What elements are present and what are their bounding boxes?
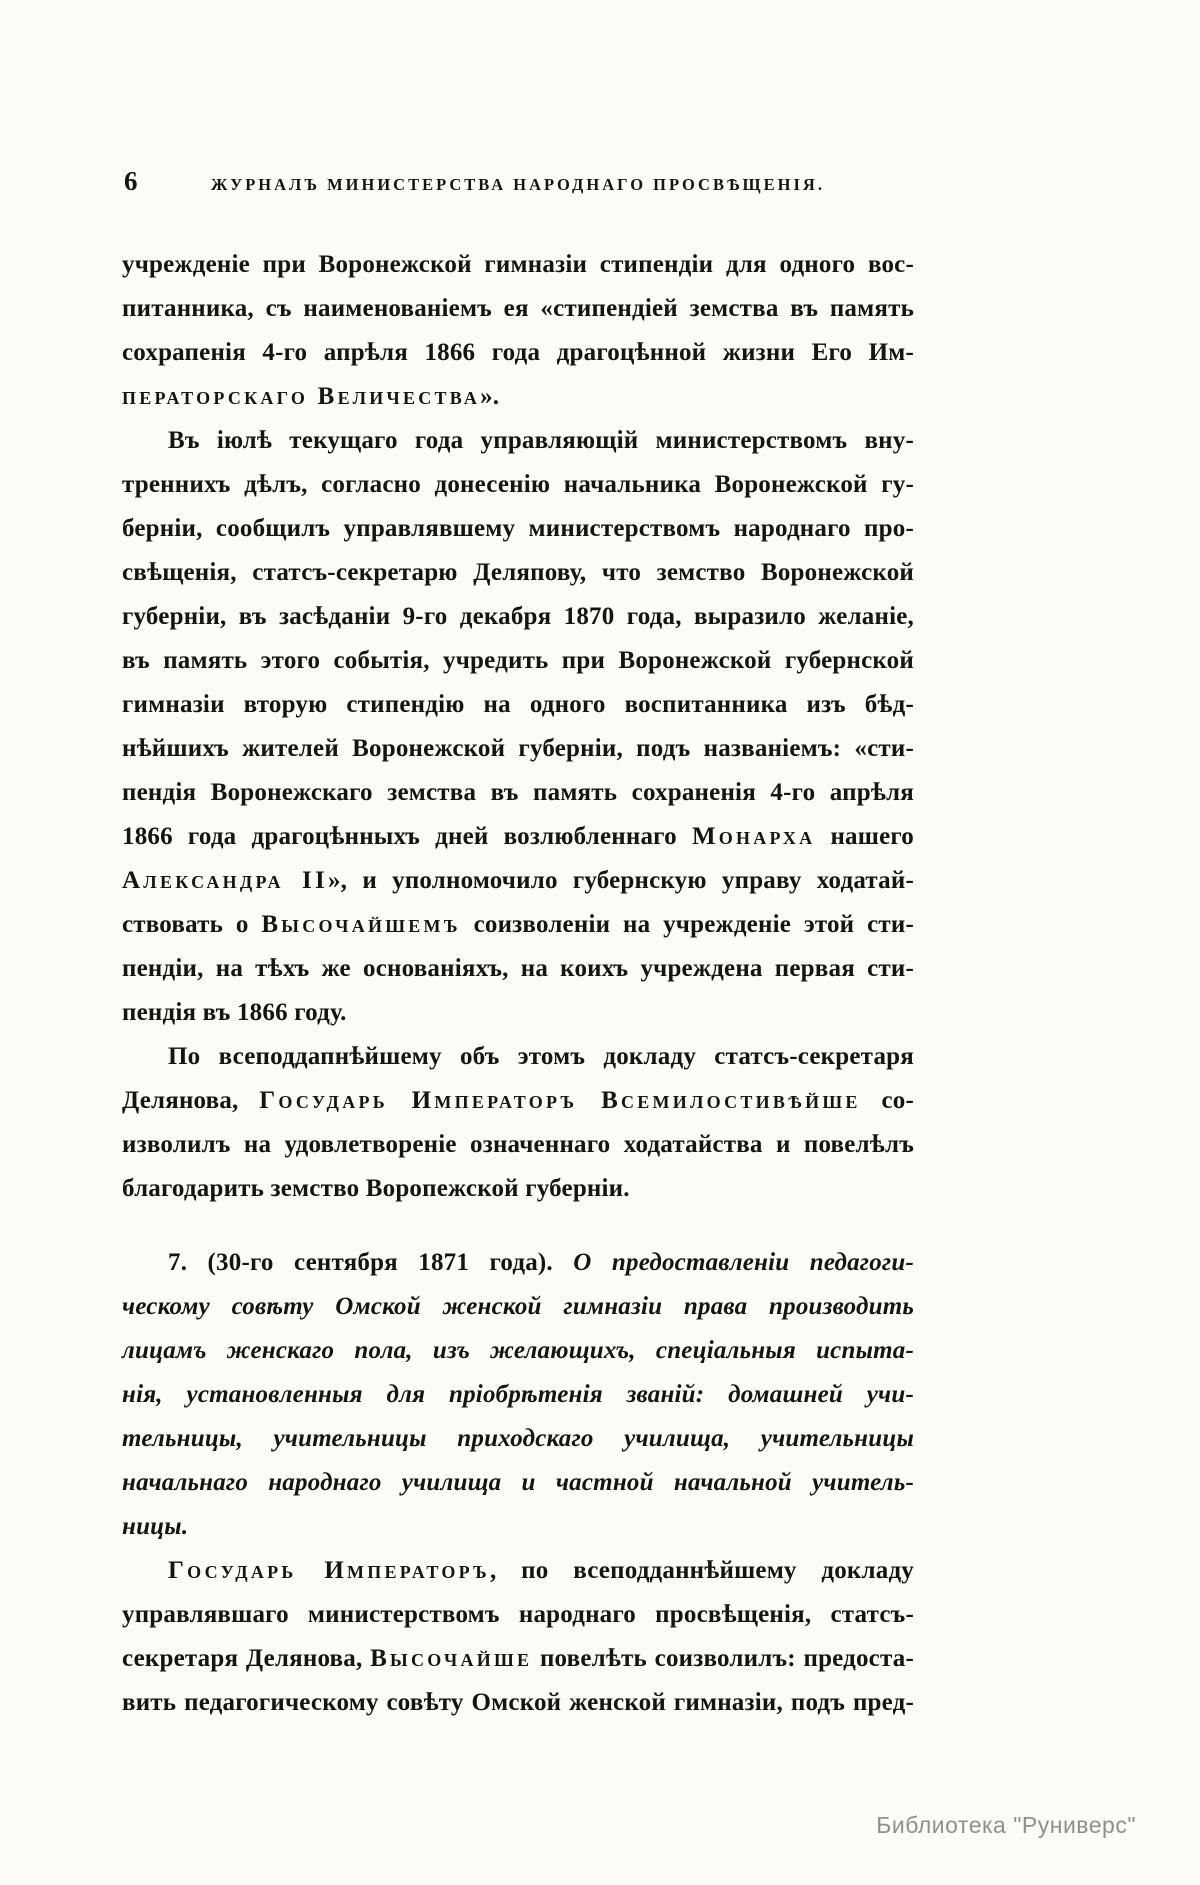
smallcaps-text: Высочайше (370, 1645, 533, 1672)
body-text: пендія въ 1866 году. (122, 999, 347, 1026)
text-line (122, 727, 914, 771)
body-text: изволилъ на удовлетвореніе означеннаго ходатайства и повелѣлъ (122, 1131, 914, 1158)
italic-text: О предоставленіи педагоги- (573, 1249, 914, 1276)
smallcaps-text: Монарха (691, 823, 816, 850)
text-line (122, 595, 914, 639)
text-line (122, 331, 914, 375)
paragraph (122, 1549, 914, 1725)
body-text: ствовать о (122, 911, 262, 938)
text-line (122, 551, 914, 595)
body-text: губерніи, въ засѣданіи 9-го декабря 1870 года, выразило желаніе, (122, 603, 914, 630)
text-line (122, 859, 914, 903)
journal-header-title: ЖУРНАЛЪ МИНИСТЕРСТВА НАРОДНАГО ПРОСВѢЩЕНІЯ. (211, 175, 825, 194)
text-line (122, 1461, 914, 1505)
body-text: секретаря Делянова, (122, 1645, 371, 1672)
body-text: вить педагогическому совѣту Омской женской гимназіи, подъ пред- (122, 1689, 914, 1716)
body-text: гимназіи вторую стипендію на одного воспитанника изъ бѣд- (122, 691, 914, 718)
body-text: Делянова, (122, 1087, 260, 1114)
text-line (122, 991, 914, 1035)
body-text: питанника, съ наименованіемъ ея «стипендіей земства въ память (122, 295, 914, 322)
body-text: сохрапенія 4-го апрѣля 1866 года драгоцѣнной жизни Его Им- (122, 339, 914, 366)
body-text: въ память этого событія, учредить при Воронежской губернской (122, 647, 914, 674)
page-number: 6 (124, 166, 138, 196)
paragraph (122, 419, 914, 1035)
text-line (122, 903, 914, 947)
body-text: со- (860, 1087, 914, 1114)
text-line (122, 1329, 914, 1373)
body-text: нашего (815, 823, 914, 850)
body-text: пендіи, на тѣхъ же основаніяхъ, на коихъ учреждена первая сти- (122, 955, 914, 982)
text-line (122, 1123, 914, 1167)
text-line (122, 375, 914, 419)
body-text: 7. (30-го сентября 1871 года). (168, 1249, 574, 1276)
smallcaps-text: Александра II (122, 867, 328, 894)
text-line (122, 507, 914, 551)
body-text: свѣщенія, статсъ-секретарю Деляпову, что земство Воронежской (122, 559, 914, 586)
paragraph (122, 243, 914, 419)
text-line (122, 771, 914, 815)
body-text: управлявшаго министерствомъ народнаго просвѣщенія, статсъ- (122, 1601, 914, 1628)
running-header (122, 166, 914, 202)
body-text: берніи, сообщилъ управлявшему министерствомъ народнаго про- (122, 515, 914, 542)
text-line (122, 463, 914, 507)
body-text: повелѣть соизволилъ: предоста- (532, 1645, 914, 1672)
body-text: треннихъ дѣлъ, согласно донесенію начальника Воронежской гу- (122, 471, 914, 498)
body-text: благодарить земство Воропежской губерніи. (122, 1175, 630, 1202)
body-text: Въ іюлѣ текущаго года управляющій министерствомъ вну- (168, 427, 914, 454)
italic-text: ницы. (122, 1513, 189, 1540)
text-line (122, 1035, 914, 1079)
smallcaps-text: ператорскаго Величества (122, 383, 481, 410)
body-text: нѣйшихъ жителей Воронежской губерніи, подъ названіемъ: «сти- (122, 735, 914, 762)
body-text: 1866 года драгоцѣнныхъ дней возлюбленнаго (122, 823, 692, 850)
text-line (122, 1681, 914, 1725)
text-line (122, 1637, 914, 1681)
text-line (122, 1593, 914, 1637)
text-line (122, 683, 914, 727)
text-line (122, 1079, 914, 1123)
text-line (122, 1241, 914, 1285)
text-line (122, 947, 914, 991)
body-text: ». (480, 383, 500, 410)
italic-text: ческому совѣту Омской женской гимназіи права производить (122, 1293, 914, 1320)
paragraph (122, 1241, 914, 1549)
italic-text: тельницы, учительницы приходскаго училища, учительницы (122, 1425, 914, 1452)
italic-text: начальнаго народнаго училища и частной начальной учитель- (122, 1469, 914, 1496)
text-line (122, 1417, 914, 1461)
italic-text: нія, установленныя для пріобрѣтенія званій: домашней учи- (122, 1381, 914, 1408)
body-text: , по всеподданнѣйшему докладу (489, 1557, 914, 1584)
page-text (122, 243, 914, 1725)
text-line (122, 419, 914, 463)
body-text: По всеподдапнѣйшему объ этомъ докладу статсъ-секретаря (168, 1043, 914, 1070)
text-line (122, 1285, 914, 1329)
text-line (122, 639, 914, 683)
body-text: пендія Воронежскаго земства въ память сохраненія 4-го апрѣля (122, 779, 914, 806)
text-line (122, 287, 914, 331)
text-line (122, 243, 914, 287)
italic-text: лицамъ женскаго пола, изъ желающихъ, спеціальныя испыта- (122, 1337, 914, 1364)
smallcaps-text: Государь Императоръ Всемилостивѣйше (259, 1087, 861, 1114)
body-text: учрежденіе при Воронежской гимназіи стипендіи для одного вос- (122, 251, 914, 278)
text-line (122, 815, 914, 859)
body-text: », и уполномочило губернскую управу ходатай- (327, 867, 914, 894)
smallcaps-text: Высочайшемъ (261, 911, 461, 938)
smallcaps-text: Государь Императоръ (168, 1557, 490, 1584)
text-line (122, 1167, 914, 1211)
paragraph (122, 1035, 914, 1211)
body-text: соизволеніи на учрежденіе этой сти- (460, 911, 914, 938)
text-line (122, 1373, 914, 1417)
text-line (122, 1549, 914, 1593)
library-watermark: Библиотека "Руниверс" (876, 1812, 1136, 1838)
text-line (122, 1505, 914, 1549)
